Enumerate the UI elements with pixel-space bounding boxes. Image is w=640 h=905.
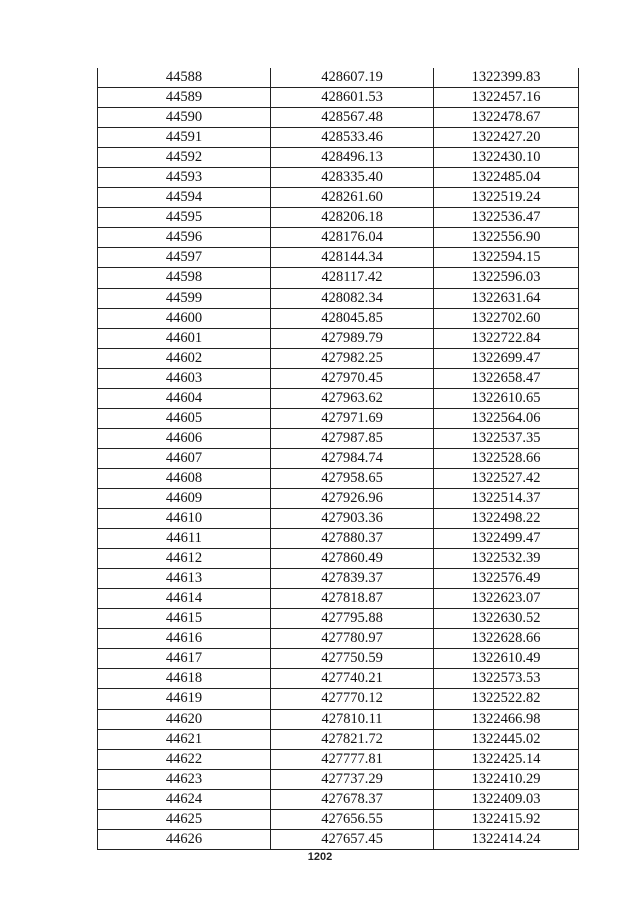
y-coordinate-cell: 1322537.35 <box>434 428 579 448</box>
point-id-cell: 44605 <box>98 408 271 428</box>
table-row <box>98 348 579 368</box>
point-id-cell: 44607 <box>98 448 271 468</box>
x-coordinate-cell: 427963.62 <box>271 388 434 408</box>
table-row <box>98 128 579 148</box>
point-id-cell: 44614 <box>98 589 271 609</box>
x-coordinate-cell: 428607.19 <box>271 68 434 88</box>
table-row <box>98 809 579 829</box>
x-coordinate-cell: 427982.25 <box>271 348 434 368</box>
table-row <box>98 168 579 188</box>
point-id-cell: 44591 <box>98 128 271 148</box>
table-row <box>98 408 579 428</box>
y-coordinate-cell: 1322527.42 <box>434 468 579 488</box>
x-coordinate-cell: 427818.87 <box>271 589 434 609</box>
x-coordinate-cell: 427926.96 <box>271 488 434 508</box>
point-id-cell: 44615 <box>98 609 271 629</box>
table-row <box>98 148 579 168</box>
table-row <box>98 108 579 128</box>
y-coordinate-cell: 1322722.84 <box>434 328 579 348</box>
table-row <box>98 88 579 108</box>
point-id-cell: 44588 <box>98 68 271 88</box>
point-id-cell: 44611 <box>98 529 271 549</box>
table-row <box>98 609 579 629</box>
x-coordinate-cell: 427821.72 <box>271 729 434 749</box>
point-id-cell: 44606 <box>98 428 271 448</box>
x-coordinate-cell: 427737.29 <box>271 769 434 789</box>
y-coordinate-cell: 1322630.52 <box>434 609 579 629</box>
table-row <box>98 729 579 749</box>
table-row <box>98 468 579 488</box>
y-coordinate-cell: 1322610.65 <box>434 388 579 408</box>
x-coordinate-cell: 427656.55 <box>271 809 434 829</box>
y-coordinate-cell: 1322702.60 <box>434 308 579 328</box>
point-id-cell: 44620 <box>98 709 271 729</box>
table-row <box>98 749 579 769</box>
y-coordinate-cell: 1322427.20 <box>434 128 579 148</box>
point-id-cell: 44600 <box>98 308 271 328</box>
table-row <box>98 509 579 529</box>
table-row <box>98 689 579 709</box>
y-coordinate-cell: 1322564.06 <box>434 408 579 428</box>
x-coordinate-cell: 427678.37 <box>271 789 434 809</box>
point-id-cell: 44598 <box>98 268 271 288</box>
y-coordinate-cell: 1322522.82 <box>434 689 579 709</box>
point-id-cell: 44602 <box>98 348 271 368</box>
y-coordinate-cell: 1322485.04 <box>434 168 579 188</box>
coordinate-table-body <box>98 68 579 849</box>
y-coordinate-cell: 1322478.67 <box>434 108 579 128</box>
table-row <box>98 368 579 388</box>
y-coordinate-cell: 1322514.37 <box>434 488 579 508</box>
y-coordinate-cell: 1322499.47 <box>434 529 579 549</box>
table-row <box>98 228 579 248</box>
table-row <box>98 769 579 789</box>
x-coordinate-cell: 427657.45 <box>271 829 434 849</box>
y-coordinate-cell: 1322528.66 <box>434 448 579 468</box>
point-id-cell: 44595 <box>98 208 271 228</box>
x-coordinate-cell: 427740.21 <box>271 669 434 689</box>
x-coordinate-cell: 428496.13 <box>271 148 434 168</box>
point-id-cell: 44612 <box>98 549 271 569</box>
x-coordinate-cell: 427970.45 <box>271 368 434 388</box>
y-coordinate-cell: 1322519.24 <box>434 188 579 208</box>
point-id-cell: 44589 <box>98 88 271 108</box>
x-coordinate-cell: 428335.40 <box>271 168 434 188</box>
x-coordinate-cell: 427750.59 <box>271 649 434 669</box>
point-id-cell: 44601 <box>98 328 271 348</box>
table-row <box>98 488 579 508</box>
x-coordinate-cell: 427971.69 <box>271 408 434 428</box>
table-row <box>98 448 579 468</box>
y-coordinate-cell: 1322498.22 <box>434 509 579 529</box>
x-coordinate-cell: 427780.97 <box>271 629 434 649</box>
y-coordinate-cell: 1322631.64 <box>434 288 579 308</box>
table-row <box>98 188 579 208</box>
table-row <box>98 649 579 669</box>
y-coordinate-cell: 1322410.29 <box>434 769 579 789</box>
page-number: 1202 <box>307 851 333 863</box>
point-id-cell: 44590 <box>98 108 271 128</box>
table-row <box>98 829 579 849</box>
x-coordinate-cell: 428045.85 <box>271 308 434 328</box>
point-id-cell: 44596 <box>98 228 271 248</box>
table-row <box>98 208 579 228</box>
y-coordinate-cell: 1322556.90 <box>434 228 579 248</box>
point-id-cell: 44621 <box>98 729 271 749</box>
point-id-cell: 44616 <box>98 629 271 649</box>
y-coordinate-cell: 1322414.24 <box>434 829 579 849</box>
x-coordinate-cell: 427810.11 <box>271 709 434 729</box>
point-id-cell: 44622 <box>98 749 271 769</box>
x-coordinate-cell: 428533.46 <box>271 128 434 148</box>
point-id-cell: 44609 <box>98 488 271 508</box>
x-coordinate-cell: 428176.04 <box>271 228 434 248</box>
y-coordinate-cell: 1322573.53 <box>434 669 579 689</box>
table-row <box>98 789 579 809</box>
table-row <box>98 388 579 408</box>
table-row <box>98 529 579 549</box>
x-coordinate-cell: 427958.65 <box>271 468 434 488</box>
point-id-cell: 44613 <box>98 569 271 589</box>
table-row <box>98 288 579 308</box>
x-coordinate-cell: 427987.85 <box>271 428 434 448</box>
y-coordinate-cell: 1322415.92 <box>434 809 579 829</box>
y-coordinate-cell: 1322457.16 <box>434 88 579 108</box>
table-row <box>98 589 579 609</box>
point-id-cell: 44623 <box>98 769 271 789</box>
point-id-cell: 44617 <box>98 649 271 669</box>
table-row <box>98 248 579 268</box>
point-id-cell: 44594 <box>98 188 271 208</box>
y-coordinate-cell: 1322425.14 <box>434 749 579 769</box>
y-coordinate-cell: 1322576.49 <box>434 569 579 589</box>
x-coordinate-cell: 428144.34 <box>271 248 434 268</box>
table-row <box>98 709 579 729</box>
point-id-cell: 44599 <box>98 288 271 308</box>
x-coordinate-cell: 427989.79 <box>271 328 434 348</box>
table-row <box>98 428 579 448</box>
point-id-cell: 44610 <box>98 509 271 529</box>
point-id-cell: 44626 <box>98 829 271 849</box>
point-id-cell: 44619 <box>98 689 271 709</box>
table-row <box>98 549 579 569</box>
point-id-cell: 44603 <box>98 368 271 388</box>
table-row <box>98 308 579 328</box>
y-coordinate-cell: 1322430.10 <box>434 148 579 168</box>
table-row <box>98 68 579 88</box>
x-coordinate-cell: 428601.53 <box>271 88 434 108</box>
y-coordinate-cell: 1322532.39 <box>434 549 579 569</box>
table-row <box>98 268 579 288</box>
x-coordinate-cell: 428206.18 <box>271 208 434 228</box>
x-coordinate-cell: 427880.37 <box>271 529 434 549</box>
y-coordinate-cell: 1322466.98 <box>434 709 579 729</box>
x-coordinate-cell: 427795.88 <box>271 609 434 629</box>
coordinate-table <box>97 68 579 850</box>
x-coordinate-cell: 428261.60 <box>271 188 434 208</box>
table-row <box>98 569 579 589</box>
y-coordinate-cell: 1322399.83 <box>434 68 579 88</box>
table-row <box>98 328 579 348</box>
table-row <box>98 669 579 689</box>
y-coordinate-cell: 1322445.02 <box>434 729 579 749</box>
x-coordinate-cell: 427860.49 <box>271 549 434 569</box>
point-id-cell: 44618 <box>98 669 271 689</box>
y-coordinate-cell: 1322628.66 <box>434 629 579 649</box>
x-coordinate-cell: 428567.48 <box>271 108 434 128</box>
point-id-cell: 44597 <box>98 248 271 268</box>
y-coordinate-cell: 1322610.49 <box>434 649 579 669</box>
point-id-cell: 44604 <box>98 388 271 408</box>
point-id-cell: 44592 <box>98 148 271 168</box>
x-coordinate-cell: 427984.74 <box>271 448 434 468</box>
point-id-cell: 44593 <box>98 168 271 188</box>
x-coordinate-cell: 427903.36 <box>271 509 434 529</box>
y-coordinate-cell: 1322594.15 <box>434 248 579 268</box>
table-row <box>98 629 579 649</box>
y-coordinate-cell: 1322658.47 <box>434 368 579 388</box>
x-coordinate-cell: 427839.37 <box>271 569 434 589</box>
point-id-cell: 44608 <box>98 468 271 488</box>
y-coordinate-cell: 1322536.47 <box>434 208 579 228</box>
y-coordinate-cell: 1322596.03 <box>434 268 579 288</box>
x-coordinate-cell: 427770.12 <box>271 689 434 709</box>
y-coordinate-cell: 1322409.03 <box>434 789 579 809</box>
point-id-cell: 44625 <box>98 809 271 829</box>
point-id-cell: 44624 <box>98 789 271 809</box>
x-coordinate-cell: 428082.34 <box>271 288 434 308</box>
y-coordinate-cell: 1322623.07 <box>434 589 579 609</box>
y-coordinate-cell: 1322699.47 <box>434 348 579 368</box>
x-coordinate-cell: 428117.42 <box>271 268 434 288</box>
x-coordinate-cell: 427777.81 <box>271 749 434 769</box>
